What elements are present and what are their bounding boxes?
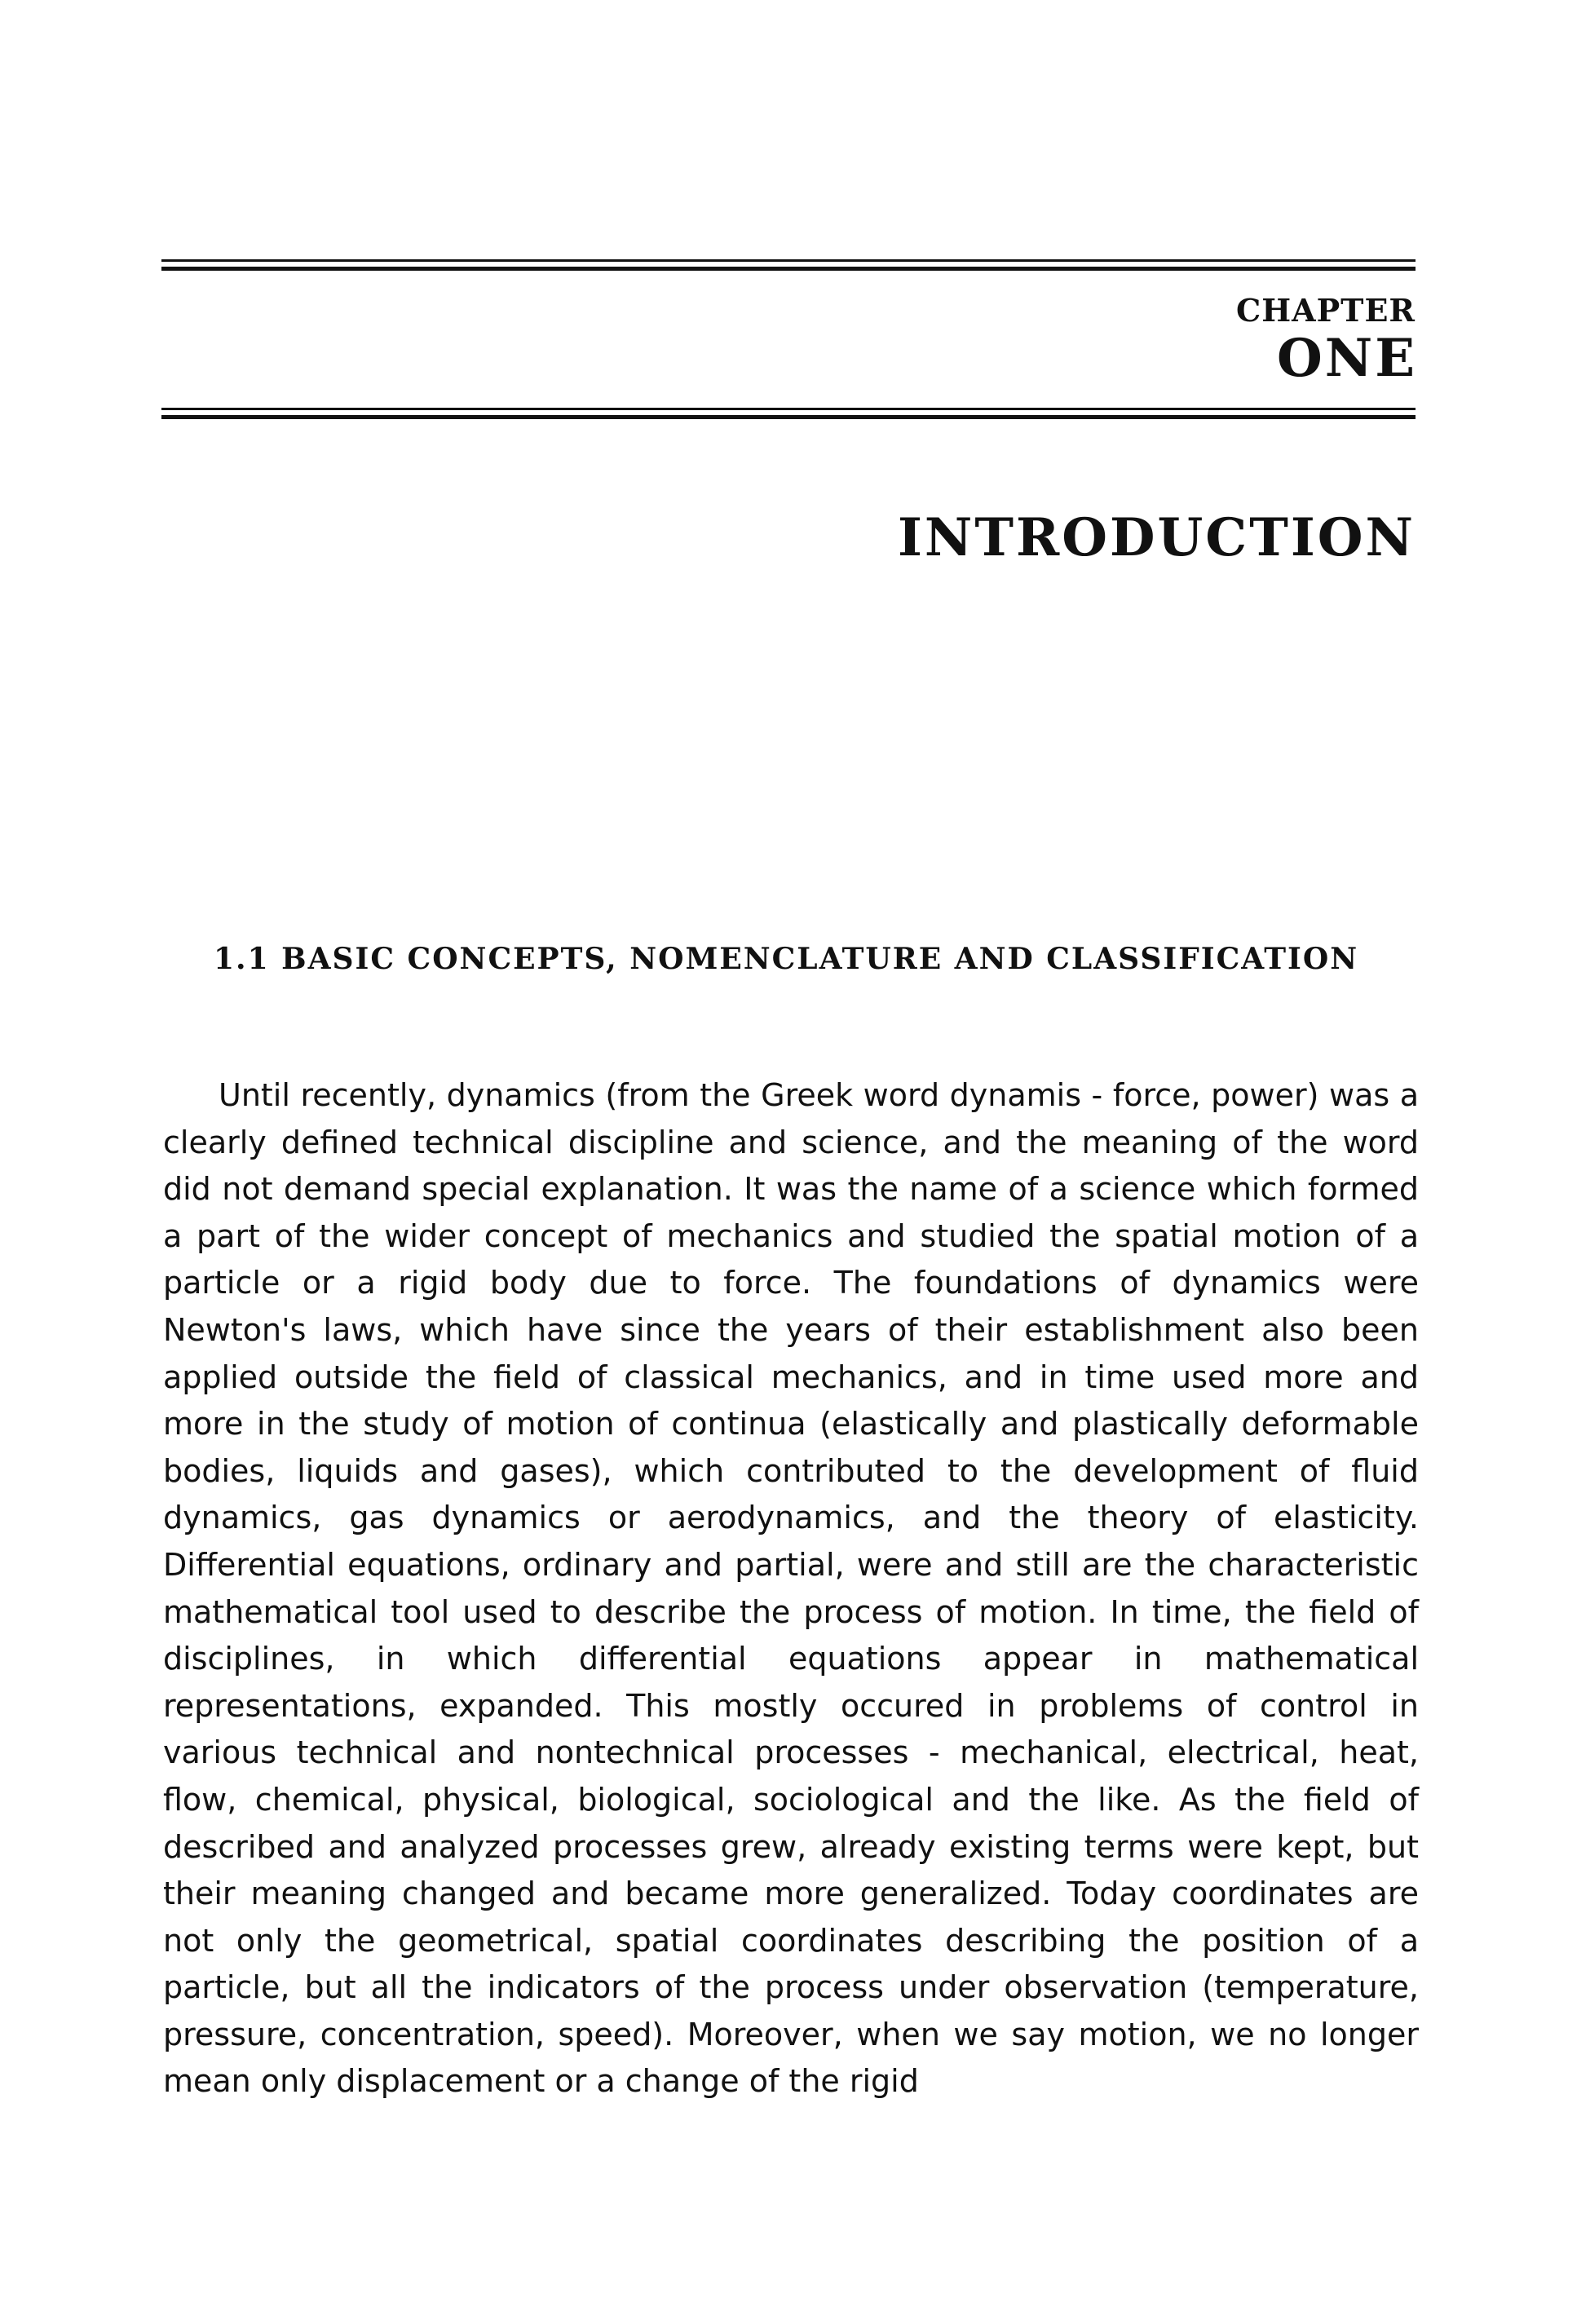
section-heading: 1.1 BASIC CONCEPTS, NOMENCLATURE AND CLASSIFICATION xyxy=(214,942,1359,976)
chapter-label: CHAPTER xyxy=(1235,292,1416,329)
chapter-header-bottom-rule xyxy=(161,408,1416,419)
chapter-header-top-rule xyxy=(161,259,1416,271)
chapter-number: ONE xyxy=(1276,328,1417,389)
body-paragraph: Until recently, dynamics (from the Greek word dynamis - force, power) was a clearly defined technical discipline and science, and the meaning of the word did not demand special explanation. It was the name of a science which formed a part of the wider concept of mechanics and studied the spatial motion of a particle or a rigid body due to force. The foundations of dynamics were Newton's laws, which have since the years of their establishment also been applied outside the field of classical mechanics, and in time used more and more in the study of motion of continua (elastically and plastically deformable bodies, liquids and gases), which contributed to the development of fluid dynamics, gas dynamics or aerodynamics, and the theory of elasticity. Differential equations, ordinary and partial, were and still are the characteristic mathematical tool used to describe the process of motion. In time, the field of disciplines, in which differential equations appear in mathematical representations, expanded. This mostly occured in problems of control in various technical and nontechnical processes - mechanical, electrical, heat, flow, chemical, physical, biological, sociological and the like. As the field of described and analyzed processes grew, already existing terms were kept, but their meaning changed and became more generalized. Today coordinates are not only the geometrical, spatial coordinates describing the position of a particle, but all the indicators of the process under observation (temperature, pressure, concentration, speed). Moreover, when we say motion, we no longer mean only displacement or a change of the rigid xyxy=(163,1077,1419,2100)
thick-rule-line xyxy=(161,415,1416,419)
thick-rule-line xyxy=(161,267,1416,271)
chapter-title: INTRODUCTION xyxy=(897,507,1416,568)
